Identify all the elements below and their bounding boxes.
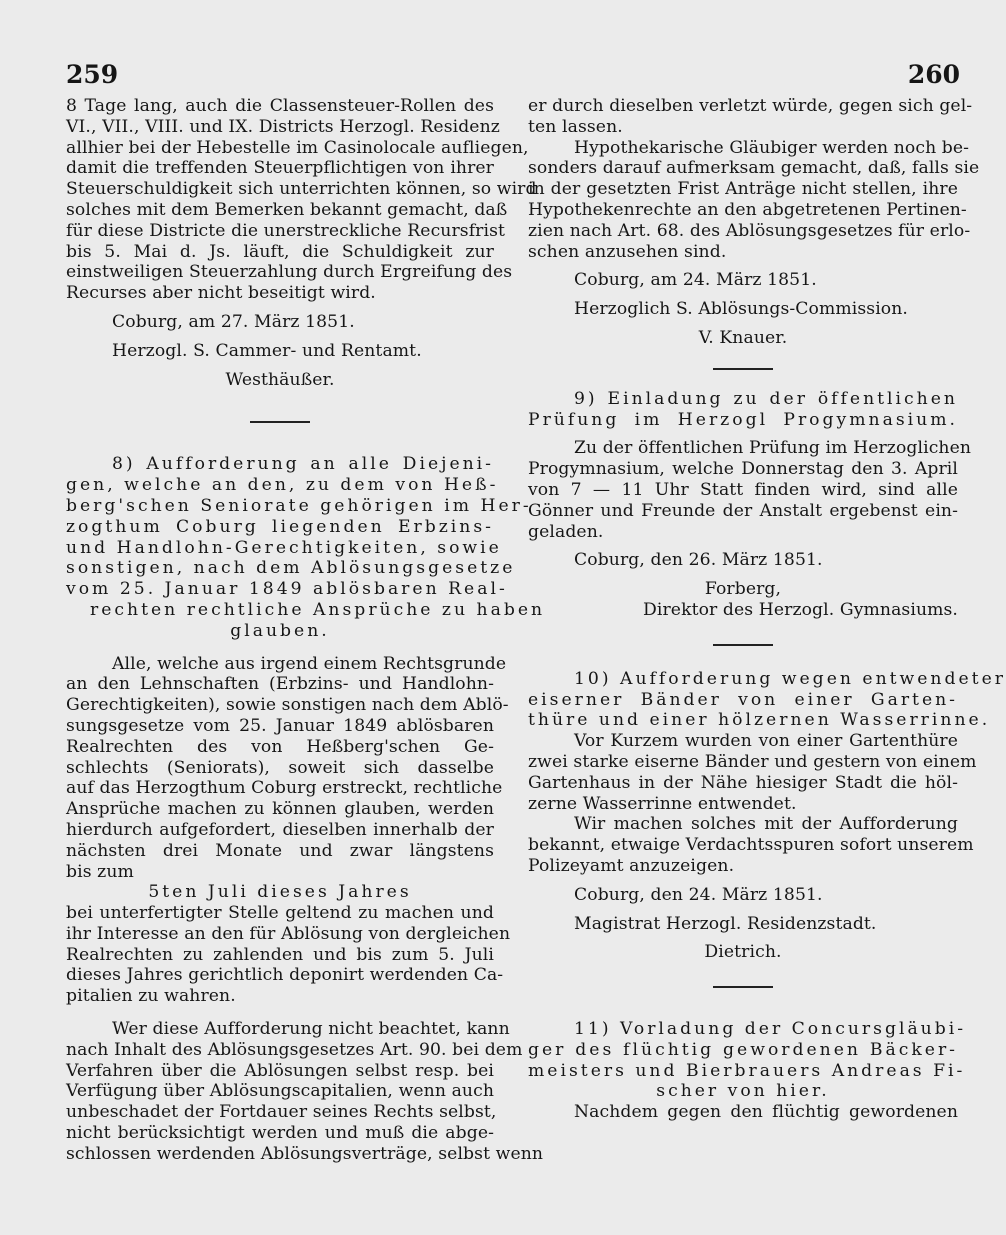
text-line: Gönner und Freunde der Anstalt ergebenst ein-	[528, 500, 958, 521]
spacer	[66, 390, 494, 410]
spacer	[66, 642, 494, 654]
text-line: Herzogl. S. Cammer- und Rentamt.	[112, 340, 422, 361]
text-line: 9) Einladung zu der öffentlichen	[574, 388, 958, 409]
section-divider	[66, 410, 494, 434]
text-line: Magistrat Herzogl. Residenzstadt.	[574, 913, 877, 934]
text-line: 8 Tage lang, auch die Classensteuer-Rollen des	[66, 96, 494, 116]
spacer	[528, 621, 958, 633]
text-line: rechten rechtliche Ansprüche zu haben	[90, 599, 546, 620]
text-line: Wir machen solches mit der Aufforderung	[574, 814, 958, 835]
text-line: Polizeyamt anzuzeigen.	[528, 855, 735, 876]
spacer	[528, 291, 958, 299]
spacer	[528, 430, 958, 438]
text-line: Verfahren über die Ablösungen selbst resp. bei	[66, 1060, 494, 1081]
spacer	[528, 657, 958, 669]
text-line: bis 5. Mai d. Js. läuft, die Schuldigkeit zur	[66, 241, 494, 262]
text-line: VI., VII., VIII. und IX. Districts Herzogl. Residenz	[66, 116, 500, 137]
text-line: 8) Aufforderung an alle Diejeni-	[112, 454, 494, 475]
text-line: Westhäußer.	[225, 369, 335, 390]
spacer	[528, 963, 958, 975]
text-line: pitalien zu wahren.	[66, 986, 236, 1007]
spacer	[66, 333, 494, 341]
left-column	[66, 96, 546, 1165]
text-line: meisters und Bierbrauers Andreas Fi-	[528, 1060, 966, 1081]
spacer	[528, 877, 958, 885]
divider-rule	[713, 644, 773, 646]
text-line: zwei starke eiserne Bänder und gestern von einem	[528, 751, 977, 772]
text-line: glauben.	[230, 620, 330, 641]
spacer	[66, 362, 494, 370]
spacer	[66, 1007, 494, 1019]
section-divider	[528, 633, 958, 657]
text-line: schlechts (Seniorats), soweit sich dasselbe	[66, 757, 494, 778]
text-line: berg'schen Seniorate gehörigen im Her-	[66, 495, 532, 516]
text-line: einstweiligen Steuerzahlung durch Ergreifung des	[66, 262, 513, 283]
text-line: Coburg, den 26. März 1851.	[574, 550, 823, 571]
text-line: bis zum	[66, 861, 134, 882]
text-line: Ansprüche machen zu können glauben, werden	[66, 799, 494, 820]
text-line: von 7 — 11 Uhr Statt finden wird, sind alle	[528, 479, 958, 500]
text-line: zien nach Art. 68. des Ablösungsgesetzes für erlo-	[528, 220, 971, 241]
text-line: vom 25. Januar 1849 ablösbaren Real-	[66, 579, 508, 600]
text-line: Realrechten zu zahlenden und bis zum 5. Juli	[66, 944, 494, 965]
section-divider	[528, 357, 958, 381]
text-line: gen, welche an den, zu dem von Heß-	[66, 475, 499, 496]
spacer	[528, 262, 958, 270]
text-line: Herzoglich S. Ablösungs-Commission.	[574, 299, 908, 320]
text-line: an den Lehnschaften (Erbzins- und Handlohn-	[66, 674, 494, 695]
text-line: bei unterfertigter Stelle geltend zu machen und	[66, 903, 494, 924]
text-line: und Handlohn-Gerechtigkeiten, sowie	[66, 537, 502, 558]
text-line: scher von hier.	[656, 1081, 830, 1102]
text-line: Realrechten des von Heßberg'schen Ge-	[66, 736, 494, 757]
text-line: ger des flüchtig gewordenen Bäcker-	[528, 1039, 958, 1060]
text-line: Hypothekenrechte an den abgetretenen Pertinen-	[528, 199, 967, 220]
text-line: zerne Wasserrinne entwendet.	[528, 793, 797, 814]
text-line: sonstigen, nach dem Ablösungsgesetze	[66, 558, 516, 579]
text-line: Gartenhaus in der Nähe hiesiger Stadt die höl-	[528, 772, 958, 793]
text-line: Nachdem gegen den flüchtig gewordenen	[574, 1102, 958, 1123]
right-column	[528, 96, 1006, 1123]
page-number-right: 260	[907, 60, 960, 89]
section-divider	[528, 975, 958, 999]
text-line: Vor Kurzem wurden von einer Gartenthüre	[574, 731, 958, 752]
text-line: Gerechtigkeiten), sowie sonstigen nach dem Ablö-	[66, 695, 509, 716]
text-line: Alle, welche aus irgend einem Rechtsgrunde	[112, 653, 507, 674]
text-line: allhier bei der Hebestelle im Casinolocale aufliegen,	[66, 137, 529, 158]
text-line: schen anzusehen sind.	[528, 241, 727, 262]
text-line: Dietrich.	[704, 942, 782, 963]
text-line: Coburg, am 24. März 1851.	[574, 270, 817, 291]
spacer	[528, 320, 958, 328]
text-line: Prüfung im Herzogl Progymnasium.	[528, 409, 958, 430]
spacer	[528, 906, 958, 914]
text-line: zogthum Coburg liegenden Erbzins-	[66, 516, 494, 537]
text-line: auf das Herzogthum Coburg erstreckt, rechtliche	[66, 778, 503, 799]
text-line: Zu der öffentlichen Prüfung im Herzoglichen	[574, 438, 972, 459]
text-line: ihr Interesse an den für Ablösung von dergleichen	[66, 923, 511, 944]
text-line: unbeschadet der Fortdauer seines Rechts selbst,	[66, 1102, 497, 1123]
text-line: thüre und einer hölzernen Wasserrinne.	[528, 710, 991, 731]
text-line: geladen.	[528, 521, 604, 542]
text-line: Progymnasium, welche Donnerstag den 3. April	[528, 459, 958, 480]
text-line: nächsten drei Monate und zwar längstens	[66, 840, 494, 861]
spacer	[528, 349, 958, 357]
text-line: Verfügung über Ablösungscapitalien, wenn auch	[66, 1081, 494, 1102]
text-line: eiserner Bänder von einer Garten-	[528, 689, 958, 710]
text-line: Recurses aber nicht beseitigt wird.	[66, 283, 376, 304]
page-number-left: 259	[66, 60, 119, 89]
text-line: solches mit dem Bemerken bekannt gemacht, daß	[66, 199, 508, 220]
spacer	[528, 934, 958, 942]
text-line: sungsgesetze vom 25. Januar 1849 ablösbaren	[66, 715, 494, 736]
spacer	[528, 571, 958, 579]
text-line: Forberg,	[704, 579, 782, 600]
text-line: 11) Vorladung der Concursgläubi-	[574, 1019, 967, 1040]
text-line: Coburg, am 27. März 1851.	[112, 311, 355, 332]
text-line: er durch dieselben verletzt würde, gegen sich gel-	[528, 96, 973, 116]
spacer	[528, 999, 958, 1019]
text-line: nach Inhalt des Ablösungsgesetzes Art. 90. bei dem	[66, 1039, 523, 1060]
divider-rule	[713, 986, 773, 988]
text-line: für diese Districte die unerstreckliche Recursfrist	[66, 220, 506, 241]
text-line: in der gesetzten Frist Anträge nicht stellen, ihre	[528, 179, 958, 200]
text-line: Hypothekarische Gläubiger werden noch be-	[574, 137, 970, 158]
text-line: schlossen werdenden Ablösungsverträge, selbst wenn	[66, 1143, 544, 1164]
text-line: V. Knauer.	[698, 327, 788, 348]
text-line: hierdurch aufgefordert, dieselben innerhalb der	[66, 819, 494, 840]
divider-rule	[250, 421, 310, 423]
divider-rule	[713, 368, 773, 370]
spacer	[66, 304, 494, 312]
text-line: 5ten Juli dieses Jahres	[148, 882, 412, 903]
spacer	[528, 381, 958, 389]
text-line: Wer diese Aufforderung nicht beachtet, kann	[112, 1019, 510, 1040]
text-line: Direktor des Herzogl. Gymnasiums.	[643, 599, 958, 620]
text-line: nicht berücksichtigt werden und muß die abge-	[66, 1123, 494, 1144]
text-line: dieses Jahres gerichtlich deponirt werdenden Ca-	[66, 965, 504, 986]
spacer	[66, 434, 494, 454]
text-line: damit die treffenden Steuerpflichtigen von ihrer	[66, 158, 494, 179]
spacer	[528, 542, 958, 550]
text-line: bekannt, etwaige Verdachtsspuren sofort unserem	[528, 835, 974, 856]
text-line: Steuerschuldigkeit sich unterrichten können, so wird	[66, 179, 537, 200]
text-line: 10) Aufforderung wegen entwendeter	[574, 668, 1006, 689]
text-line: Coburg, den 24. März 1851.	[574, 884, 823, 905]
text-line: ten lassen.	[528, 116, 623, 137]
text-line: sonders darauf aufmerksam gemacht, daß, falls sie	[528, 158, 980, 179]
